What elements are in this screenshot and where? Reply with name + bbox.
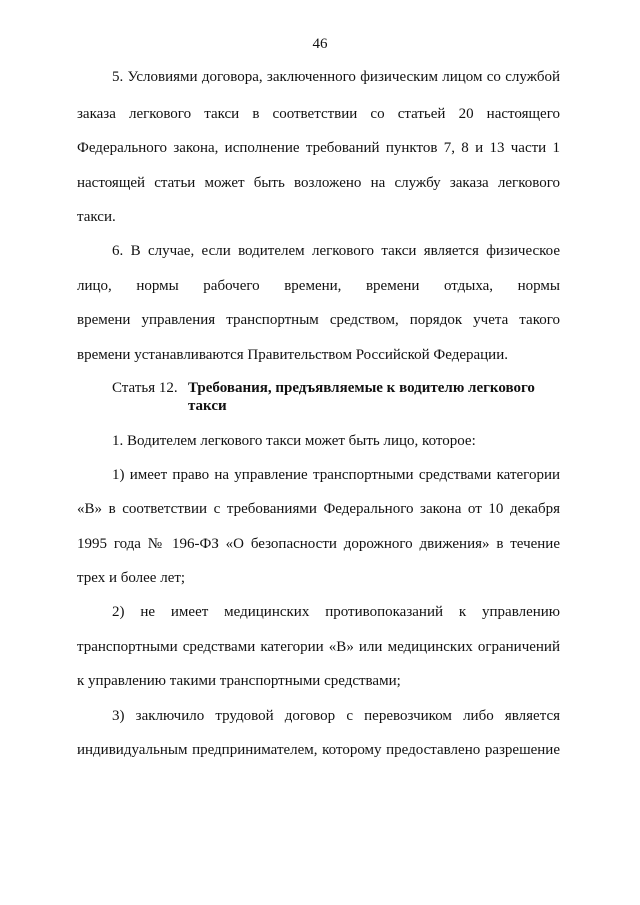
paragraph-6-line-3: времени управления транспортным средством, порядок учета такого bbox=[77, 312, 560, 328]
paragraph-5-line-4: настоящей статьи может быть возложено на службу заказа легкового bbox=[77, 175, 560, 191]
subpoint-3-line-1: 3) заключило трудовой договор с перевозчиком либо является bbox=[112, 708, 560, 724]
paragraph-5-line-3: Федерального закона, исполнение требований пунктов 7, 8 и 13 части 1 bbox=[77, 140, 560, 156]
paragraph-5-line-5: такси. bbox=[77, 209, 116, 225]
subpoint-1-line-4: трех и более лет; bbox=[77, 570, 186, 586]
subpoint-3-line-2: индивидуальным предпринимателем, которому предоставлено разрешение bbox=[77, 742, 560, 758]
paragraph-6-line-2: лицо, нормы рабочего времени, времени отдыха, нормы bbox=[77, 278, 560, 294]
article-title-line-1: Требования, предъявляемые к водителю легкового bbox=[188, 380, 535, 396]
subpoint-2-line-3: к управлению такими транспортными средствами; bbox=[77, 673, 401, 689]
point-1-line-1: 1. Водителем легкового такси может быть лицо, которое: bbox=[112, 433, 476, 449]
paragraph-6-line-4: времени устанавливаются Правительством Российской Федерации. bbox=[77, 347, 508, 363]
subpoint-1-line-3: 1995 года № 196-ФЗ «О безопасности дорожного движения» в течение bbox=[77, 536, 560, 552]
article-title-line-2: такси bbox=[188, 398, 227, 414]
subpoint-2-line-1: 2) не имеет медицинских противопоказаний к управлению bbox=[112, 604, 560, 620]
paragraph-5-line-2: заказа легкового такси в соответствии со статьей 20 настоящего bbox=[77, 106, 560, 122]
paragraph-5-line-1: 5. Условиями договора, заключенного физическим лицом со службой bbox=[112, 69, 560, 85]
page-number: 46 bbox=[312, 36, 328, 52]
article-label: Статья 12. bbox=[112, 380, 178, 396]
subpoint-1-line-2: «В» в соответствии с требованиями Федерального закона от 10 декабря bbox=[77, 501, 560, 517]
subpoint-1-line-1: 1) имеет право на управление транспортными средствами категории bbox=[112, 467, 560, 483]
subpoint-2-line-2: транспортными средствами категории «В» или медицинских ограничений bbox=[77, 639, 560, 655]
paragraph-6-line-1: 6. В случае, если водителем легкового такси является физическое bbox=[112, 243, 560, 259]
